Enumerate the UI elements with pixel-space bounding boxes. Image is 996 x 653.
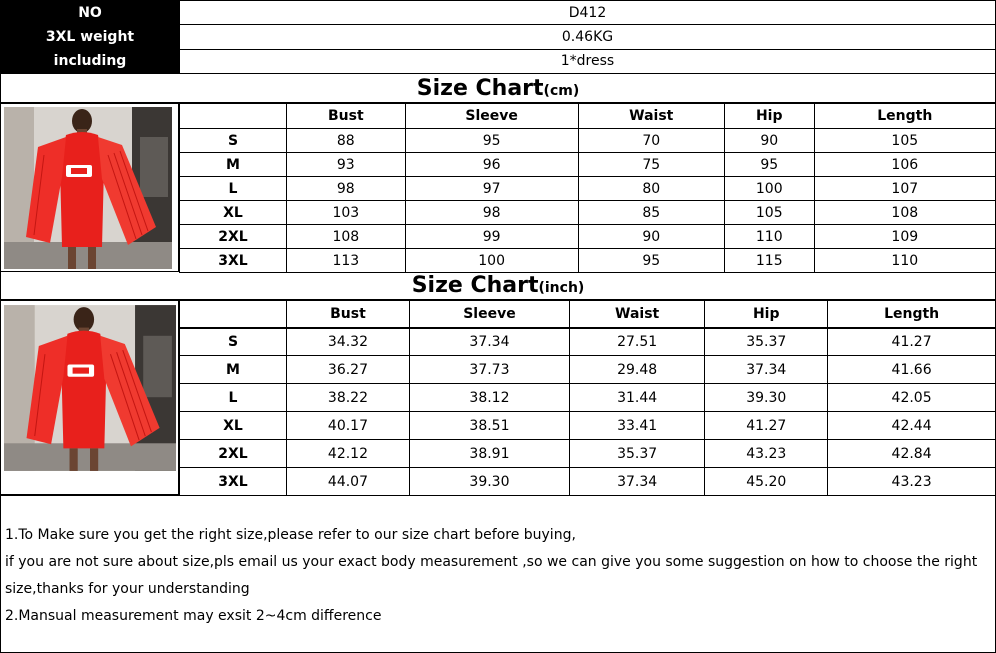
- header-waist: Waist: [578, 104, 724, 129]
- cell-hip: 90: [724, 129, 814, 153]
- cell-waist: 90: [578, 225, 724, 249]
- size-table-inch: [179, 300, 996, 496]
- header-hip: Hip: [705, 301, 828, 328]
- cell-length: 108: [814, 201, 995, 225]
- size-label: S: [180, 129, 287, 153]
- sizing-notes: [0, 495, 996, 653]
- cell-hip: 110: [724, 225, 814, 249]
- size-label: XL: [180, 412, 287, 440]
- cell-bust: 44.07: [287, 468, 410, 496]
- cell-length: 106: [814, 153, 995, 177]
- cell-bust: 88: [287, 129, 406, 153]
- header-sleeve: Sleeve: [409, 301, 569, 328]
- table-row: [180, 153, 996, 177]
- cell-hip: 39.30: [705, 384, 828, 412]
- cell-waist: 35.37: [569, 440, 704, 468]
- cell-bust: 108: [287, 225, 406, 249]
- size-label: 3XL: [180, 249, 287, 273]
- cell-length: 42.44: [828, 412, 996, 440]
- info-label-weight: 3XL weight: [1, 25, 180, 49]
- info-row-weight: [1, 25, 996, 49]
- cell-bust: 34.32: [287, 328, 410, 356]
- cell-length: 42.84: [828, 440, 996, 468]
- size-label: 2XL: [180, 440, 287, 468]
- cell-length: 105: [814, 129, 995, 153]
- table-row: [180, 440, 996, 468]
- table-row: [180, 177, 996, 201]
- cell-sleeve: 38.12: [409, 384, 569, 412]
- size-label: 3XL: [180, 468, 287, 496]
- table-header-row: [180, 301, 996, 328]
- cell-hip: 115: [724, 249, 814, 273]
- info-value-no: D412: [180, 1, 996, 25]
- cell-waist: 31.44: [569, 384, 704, 412]
- cell-hip: 35.37: [705, 328, 828, 356]
- cell-waist: 75: [578, 153, 724, 177]
- table-row: [180, 129, 996, 153]
- cell-length: 42.05: [828, 384, 996, 412]
- cell-length: 41.66: [828, 356, 996, 384]
- red-cape-sleeve-dress-photo-icon: [4, 304, 176, 472]
- cell-length: 43.23: [828, 468, 996, 496]
- size-table-cm: [179, 103, 996, 273]
- cell-bust: 103: [287, 201, 406, 225]
- table-row: [180, 412, 996, 440]
- size-chart-inch-unit: (inch): [538, 280, 585, 296]
- cell-length: 41.27: [828, 328, 996, 356]
- header-length: Length: [814, 104, 995, 129]
- table-row: [180, 201, 996, 225]
- cell-waist: 33.41: [569, 412, 704, 440]
- table-row: [180, 225, 996, 249]
- cell-length: 109: [814, 225, 995, 249]
- red-cape-sleeve-dress-photo-icon: [4, 107, 172, 269]
- size-chart-inch-title-text: Size Chart: [411, 273, 539, 298]
- size-label: M: [180, 153, 287, 177]
- size-chart-cm-unit: (cm): [543, 83, 580, 99]
- header-waist: Waist: [569, 301, 704, 328]
- table-header-row: [180, 104, 996, 129]
- cell-sleeve: 37.73: [409, 356, 569, 384]
- cell-hip: 95: [724, 153, 814, 177]
- product-photo-inch: [0, 300, 179, 495]
- cell-waist: 70: [578, 129, 724, 153]
- info-row-including: [1, 49, 996, 73]
- note-line: 2.Mansual measurement may exsit 2~4cm difference: [5, 608, 382, 624]
- info-label-no: NO: [1, 1, 180, 25]
- cell-sleeve: 38.51: [409, 412, 569, 440]
- cell-waist: 27.51: [569, 328, 704, 356]
- size-label: S: [180, 328, 287, 356]
- table-row: [180, 468, 996, 496]
- table-row: [180, 328, 996, 356]
- cell-length: 107: [814, 177, 995, 201]
- note-line: if you are not sure about size,pls email us your exact body measurement ,so we can give you some suggestion on how to choose the right: [5, 554, 978, 570]
- size-label: L: [180, 177, 287, 201]
- header-bust: Bust: [287, 301, 410, 328]
- header-size-cell: [180, 301, 287, 328]
- cell-sleeve: 95: [405, 129, 578, 153]
- cell-hip: 41.27: [705, 412, 828, 440]
- table-row: [180, 356, 996, 384]
- cell-hip: 43.23: [705, 440, 828, 468]
- size-label: XL: [180, 201, 287, 225]
- size-chart-cm-title: [0, 74, 996, 103]
- header-size-cell: [180, 104, 287, 129]
- cell-bust: 113: [287, 249, 406, 273]
- header-hip: Hip: [724, 104, 814, 129]
- table-row: [180, 249, 996, 273]
- info-label-including: including: [1, 49, 180, 73]
- cell-bust: 98: [287, 177, 406, 201]
- header-sleeve: Sleeve: [405, 104, 578, 129]
- size-chart-cm-title-text: Size Chart: [416, 76, 544, 101]
- info-row-no: [1, 1, 996, 25]
- cell-sleeve: 100: [405, 249, 578, 273]
- cell-hip: 45.20: [705, 468, 828, 496]
- info-value-weight: 0.46KG: [180, 25, 996, 49]
- cell-hip: 100: [724, 177, 814, 201]
- cell-hip: 37.34: [705, 356, 828, 384]
- cell-waist: 95: [578, 249, 724, 273]
- table-row: [180, 384, 996, 412]
- cell-bust: 40.17: [287, 412, 410, 440]
- cell-bust: 36.27: [287, 356, 410, 384]
- product-photo-cm: [0, 103, 179, 272]
- cell-waist: 80: [578, 177, 724, 201]
- cell-bust: 93: [287, 153, 406, 177]
- size-label: 2XL: [180, 225, 287, 249]
- header-length: Length: [828, 301, 996, 328]
- cell-bust: 42.12: [287, 440, 410, 468]
- cell-sleeve: 38.91: [409, 440, 569, 468]
- cell-sleeve: 97: [405, 177, 578, 201]
- cell-sleeve: 37.34: [409, 328, 569, 356]
- header-bust: Bust: [287, 104, 406, 129]
- size-label: M: [180, 356, 287, 384]
- cell-sleeve: 98: [405, 201, 578, 225]
- cell-bust: 38.22: [287, 384, 410, 412]
- note-line: size,thanks for your understanding: [5, 581, 250, 597]
- size-chart-inch-title: [0, 272, 996, 300]
- cell-sleeve: 96: [405, 153, 578, 177]
- cell-sleeve: 39.30: [409, 468, 569, 496]
- note-line: 1.To Make sure you get the right size,please refer to our size chart before buying,: [5, 527, 576, 543]
- cell-length: 110: [814, 249, 995, 273]
- info-value-including: 1*dress: [180, 49, 996, 73]
- cell-hip: 105: [724, 201, 814, 225]
- cell-sleeve: 99: [405, 225, 578, 249]
- cell-waist: 37.34: [569, 468, 704, 496]
- product-info-table: [0, 0, 996, 74]
- cell-waist: 29.48: [569, 356, 704, 384]
- size-label: L: [180, 384, 287, 412]
- cell-waist: 85: [578, 201, 724, 225]
